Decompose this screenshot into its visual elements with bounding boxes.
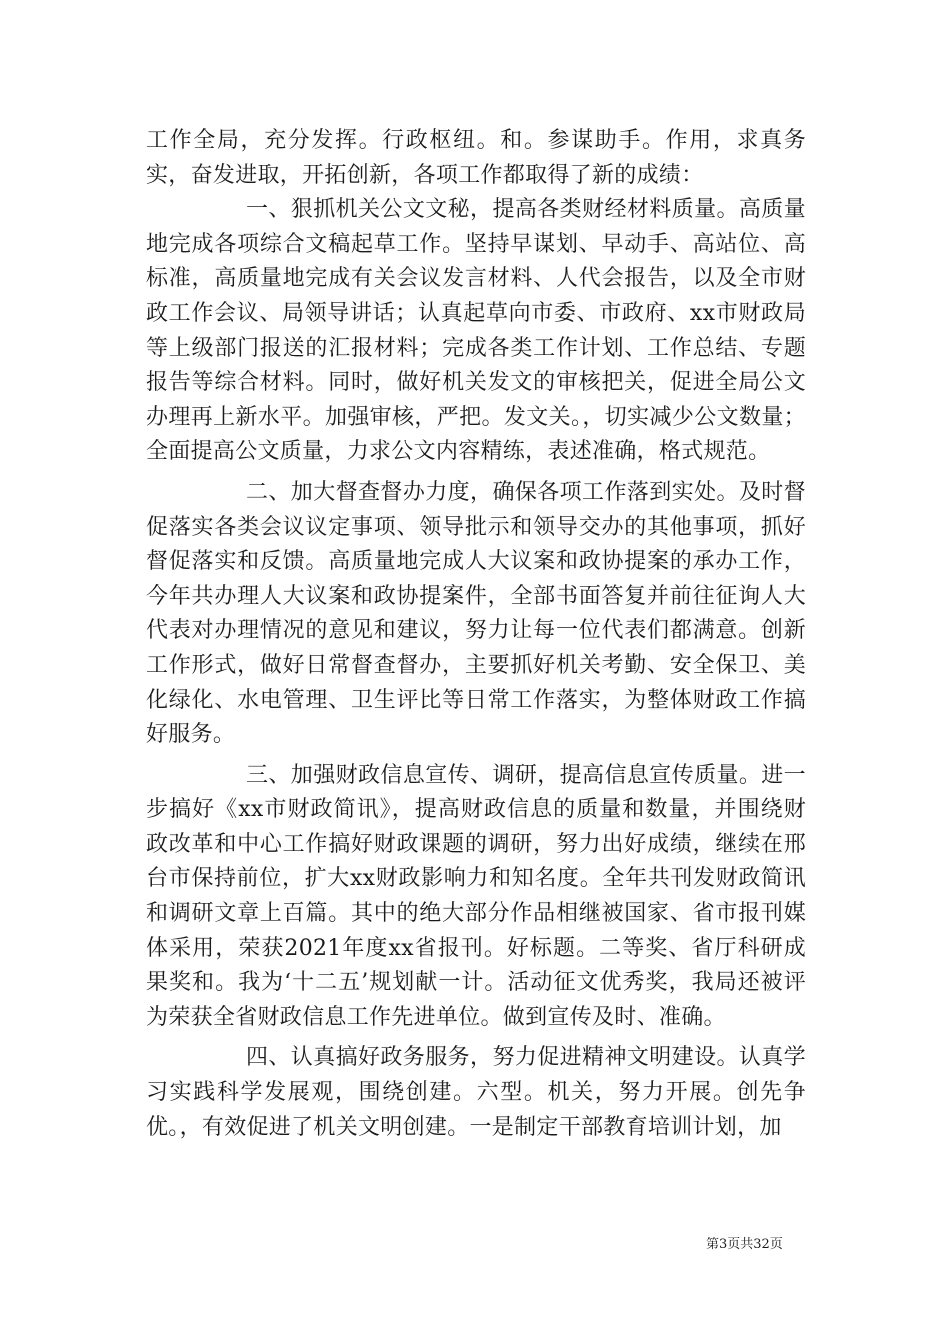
- paragraph-section-2: 二、加大督查督办力度，确保各项工作落到实处。及时督促落实各类会议议定事项、领导批示和领导交办的其他事项，抓好督促落实和反馈。高质量地完成人大议案和政协提案的承办工作，今年共办理人大议案和政协提案件，全部书面答复并前往征询人大代表对办理情况的意见和建议，努力让每一位代表们都满意。创新工作形式，做好日常督查督办，主要抓好机关考勤、安全保卫、美化绿化、水电管理、卫生评比等日常工作落实，为整体财政工作搞好服务。: [146, 479, 806, 748]
- paragraph-section-4: 四、认真搞好政务服务，努力促进精神文明建设。认真学习实践科学发展观，围绕创建。六型。机关，努力开展。创先争优。，有效促进了机关文明创建。一是制定干部教育培训计划，加: [146, 1045, 806, 1140]
- paragraph-section-1: 一、狠抓机关公文文秘，提高各类财经材料质量。高质量地完成各项综合文稿起草工作。坚持早谋划、早动手、高站位、高标准，高质量地完成有关会议发言材料、人代会报告，以及全市财政工作会议、局领导讲话；认真起草向市委、市政府、xx市财政局等上级部门报送的汇报材料；完成各类工作计划、工作总结、专题报告等综合材料。同时，做好机关发文的审核把关，促进全局公文办理再上新水平。加强审核，严把。发文关。，切实减少公文数量；全面提高公文质量，力求公文内容精练，表述准确，格式规范。: [146, 197, 806, 465]
- page-number-footer: 第3页共32页: [706, 1237, 783, 1252]
- paragraph-intro-continuation: 工作全局，充分发挥。行政枢纽。和。参谋助手。作用，求真务实，奋发进取，开拓创新，各项工作都取得了新的成绩：: [146, 128, 806, 188]
- document-body: [146, 124, 806, 1145]
- paragraph-section-3: 三、加强财政信息宣传、调研，提高信息宣传质量。进一步搞好《xx市财政简讯》，提高财政信息的质量和数量，并围绕财政改革和中心工作搞好财政课题的调研，努力出好成绩，继续在邢台市保持前位，扩大xx财政影响力和知名度。全年共刊发财政简讯和调研文章上百篇。其中的绝大部分作品相继被国家、省市报刊媒体采用，荣获2021年度xx省报刊。好标题。二等奖、省厅科研成果奖和。我为‘十二五’规划献一计。活动征文优秀奖，我局还被评为荣获全省财政信息工作先进单位。做到宣传及时、准确。: [146, 762, 806, 1030]
